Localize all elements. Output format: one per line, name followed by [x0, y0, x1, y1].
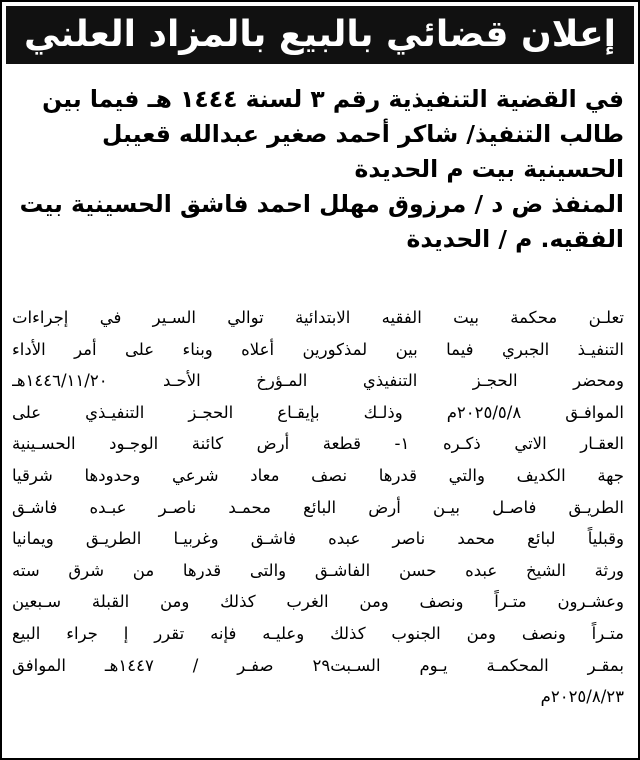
- case-number-line: في القضية التنفيذية رقم ٣ لسنة ١٤٤٤ هـ فيما بين: [42, 85, 624, 113]
- body-line: ومحضر الحجـز التنفيذي المـؤرخ الأحـد ١٤٤٦/١١/٢٠هـ: [12, 371, 624, 391]
- body-line: تعلـن محكمة بيت الفقيه الابتدائية توالي السـير في إجراءات: [12, 308, 624, 327]
- defendant-address-line: الفقيه. م / الحديدة: [406, 225, 624, 253]
- announcement-body: [12, 302, 624, 713]
- announcement-title: إعلان قضائي بالبيع بالمزاد العلني: [23, 14, 617, 55]
- body-line: ورثة الشيخ عبده حسن الفاشـق والتى قدرها من شرق سته: [12, 560, 624, 580]
- body-line: متـراً ونصف ومن الجنوب كذلك وعليـه فإنه تقرر إ جراء البيع: [12, 623, 624, 643]
- claimant-address-line: الحسينية بيت م الحديدة: [354, 155, 624, 183]
- sale-date-line: ٢٠٢٥/٨/٢٣م: [540, 687, 624, 707]
- body-line: التنفيـذ الجبري فيما بين لمذكورين أعلاه وبناء على أمر الأداء: [12, 339, 624, 359]
- case-parties-block: [12, 82, 624, 257]
- body-line: الموافـق ٢٠٢٥/٥/٨م وذلـك بإيقـاع الحجـز التنفيـذي على: [12, 402, 624, 422]
- announcement-header: [6, 6, 634, 64]
- body-line: الطريـق فاصـل بيـن أرض البائع محمـد ناصـر عبـده فاشـق: [12, 497, 624, 517]
- body-line: وقبلياً لبائع محمد ناصر عبده فاشـق وغربيـا الطريـق ويمانيا: [12, 529, 624, 549]
- body-line: العقـار الاتي ذكـره ١- قطعة أرض كائنة الوجـود الحسـينية: [12, 434, 624, 454]
- body-line: جهة الكديف والتي قدرها نصف معاد شرعي وحدودها شرقيا: [12, 465, 624, 485]
- defendant-line: المنفذ ض د / مرزوق مهلل احمد فاشق الحسينية بيت: [19, 190, 624, 218]
- body-line: وعشـرون متـراً ونصف ومن الغرب كذلك ومن القبلة سـبعين: [12, 592, 624, 612]
- body-line: بمقـر المحكمـة يـوم السـبت٢٩ صفـر / ١٤٤٧هـ الموافق: [12, 655, 624, 675]
- claimant-line: طالب التنفيذ/ شاكر أحمد صغير عبدالله قعيبل: [102, 120, 624, 148]
